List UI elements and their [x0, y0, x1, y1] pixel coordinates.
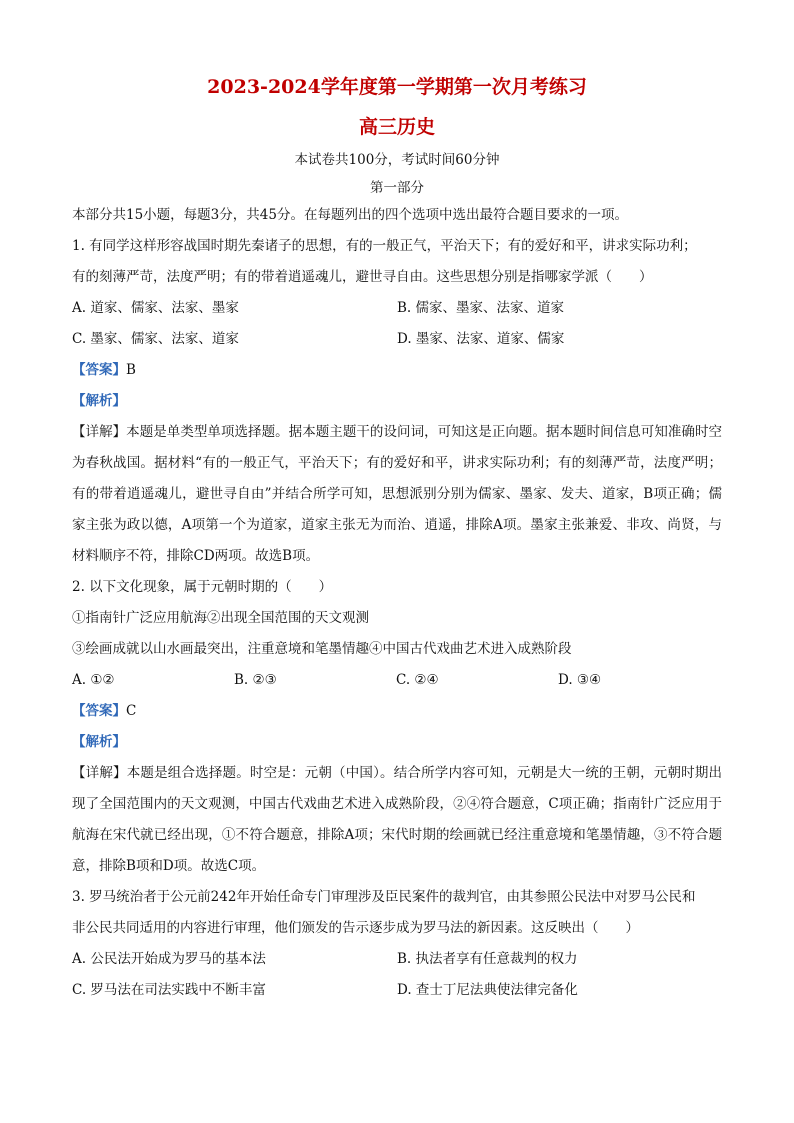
question-2-analysis-heading [72, 727, 722, 758]
question-3-options-row-1 [72, 944, 722, 975]
question-1-stem-line-2: 有的刻薄严苛，法度严明；有的带着逍遥魂儿，避世寻自由。这些思想分别是指哪家学派（ ） [72, 269, 653, 285]
question-2-items-line-1: ①指南针广泛应用航海②出现全国范围的天文观测 [72, 610, 369, 626]
question-1-option-c: C. 墨家、儒家、法家、道家 [72, 331, 239, 347]
question-3-option-a: A. 公民法开始成为罗马的基本法 [72, 951, 266, 967]
question-1-answer [72, 355, 722, 386]
question-2-option-d: D. ③④ [558, 672, 602, 688]
analysis-tag: 【解析】 [72, 393, 126, 409]
answer-tag: 【答案】 [72, 362, 126, 378]
question-1-option-b: B. 儒家、墨家、法家、道家 [397, 300, 565, 316]
question-3-option-d: D. 查士丁尼法典使法律完备化 [397, 982, 578, 998]
question-2-option-b: B. ②③ [234, 672, 277, 688]
question-3-stem-line-1: 3. 罗马统治者于公元前242年开始任命专门审理涉及臣民案件的裁判官，由其参照公民法中对罗马公民和 [72, 889, 696, 905]
question-3 [72, 882, 722, 1006]
question-2-option-c: C. ②④ [396, 672, 439, 688]
question-1 [72, 231, 722, 572]
question-3-option-c: C. 罗马法在司法实践中不断丰富 [72, 982, 266, 998]
part-instruction: 本部分共15小题，每题3分，共45分。在每题列出的四个选项中选出最符合题目要求的一项。 [72, 207, 628, 223]
question-1-detail [72, 417, 722, 572]
exam-info: 本试卷共100分，考试时间60分钟 [294, 152, 500, 168]
question-1-options-row-2 [72, 324, 722, 355]
question-2-stem-line-1: 2. 以下文化现象，属于元朝时期的（ ） [72, 579, 333, 595]
detail-tag: 【详解】 [72, 424, 127, 440]
question-2-option-a: A. ①② [72, 672, 115, 688]
question-2-items-line-2: ③绘画成就以山水画最突出，注重意境和笔墨情趣④中国古代戏曲艺术进入成熟阶段 [72, 641, 572, 657]
detail-tag: 【详解】 [72, 765, 127, 781]
detail-text: 本题是组合选择题。时空是：元朝（中国）。结合所学内容可知，元朝是大一统的王朝，元朝时期出现了全国范围内的天文观测，中国古代戏曲艺术进入成熟阶段，②④符合题意，C项正确；指南针广泛应用于航海在宋代就已经出现，①不符合题意，排除A项；宋代时期的绘画就已经注重意境和笔墨情趣，③不符合题意，排除B项和D项。故选C项。 [72, 765, 723, 874]
question-1-options-row-1 [72, 293, 722, 324]
analysis-tag: 【解析】 [72, 734, 126, 750]
question-3-option-b: B. 执法者享有任意裁判的权力 [397, 951, 578, 967]
question-3-options-row-2 [72, 975, 722, 1006]
question-2-detail [72, 758, 722, 882]
question-1-analysis-heading [72, 386, 722, 417]
answer-tag: 【答案】 [72, 703, 126, 719]
answer-value: C [126, 703, 137, 719]
question-1-option-d: D. 墨家、法家、道家、儒家 [397, 331, 565, 347]
question-3-stem-line-2: 非公民共同适用的内容进行审理，他们颁发的告示逐步成为罗马法的新因素。这反映出（ ） [72, 920, 639, 936]
question-2 [72, 572, 722, 882]
detail-text: 本题是单类型单项选择题。据本题主题干的设问词，可知这是正向题。据本题时间信息可知准确时空为春秋战国。据材料“有的一般正气，平治天下；有的爱好和平，讲求实际功利；有的刻薄严苛，法度严明；有的带着逍遥魂儿，避世寻自由”并结合所学可知，思想派别分别为儒家、墨家、发夫、道家，B项正确；儒家主张为政以德，A项第一个为道家，道家主张无为而治、逍遥，排除A项。墨家主张兼爱、非攻、尚贤，与材料顺序不符，排除CD两项。故选B项。 [72, 424, 723, 564]
part-heading: 第一部分 [370, 180, 424, 196]
question-2-answer [72, 696, 722, 727]
exam-title: 2023-2024学年度第一学期第一次月考练习 [207, 76, 587, 98]
answer-value: B [126, 362, 136, 378]
subject-title: 高三历史 [358, 116, 435, 138]
question-1-stem-line-1: 1. 有同学这样形容战国时期先秦诸子的思想，有的一般正气，平治天下；有的爱好和平，讲求实际功利； [72, 238, 697, 254]
question-1-option-a: A. 道家、儒家、法家、墨家 [72, 300, 239, 316]
question-2-options [72, 665, 722, 696]
exam-page [72, 60, 722, 1006]
